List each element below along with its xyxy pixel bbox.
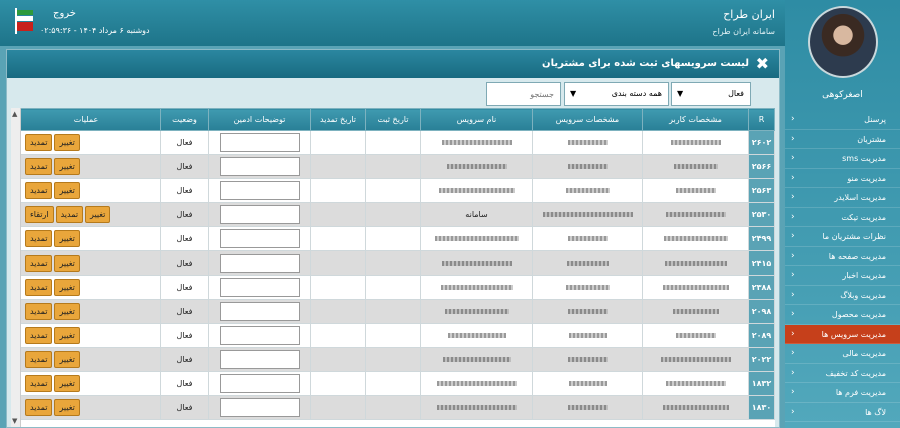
sidebar-item[interactable] [785, 286, 900, 306]
row-id: ۲۰۸۹ [749, 323, 775, 347]
user-info-cell [643, 396, 749, 420]
register-date-cell [366, 155, 421, 179]
service-info-cell [533, 396, 643, 420]
table-row [12, 179, 775, 203]
admin-notes-input[interactable] [220, 157, 300, 176]
chevron-left-icon: ‹ [791, 406, 795, 417]
table-row [12, 371, 775, 395]
chevron-left-icon: ‹ [791, 250, 795, 261]
service-name-redacted [442, 140, 512, 145]
admin-notes-cell [209, 323, 311, 347]
admin-notes-input[interactable] [220, 302, 300, 321]
status-text: فعال [176, 378, 193, 388]
change-button[interactable]: تغییر [54, 279, 79, 296]
user-info-redacted [663, 405, 729, 410]
service-info-redacted [569, 381, 607, 386]
service-info-cell [533, 275, 643, 299]
sidebar-item-label: مدیریت مالی [842, 349, 886, 358]
service-name-redacted [439, 188, 515, 193]
sidebar-item-label: مدیریت کد تخفیف [825, 368, 886, 378]
sidebar-item[interactable] [785, 266, 900, 286]
chevron-left-icon: ‹ [791, 387, 795, 397]
service-name-cell [421, 131, 533, 155]
operations-cell [12, 299, 161, 323]
renew-date-cell [311, 396, 366, 420]
sidebar-item[interactable] [785, 247, 900, 267]
status-cell [161, 131, 209, 155]
user-info-cell [643, 299, 749, 323]
table-row [12, 227, 775, 251]
services-panel [6, 49, 780, 428]
column-header: وضعیت [161, 109, 209, 131]
status-text: فعال [176, 186, 193, 196]
user-info-cell [643, 203, 749, 227]
table-row [12, 299, 775, 323]
table-row [12, 155, 775, 179]
chevron-down-icon: ▼ [677, 89, 684, 98]
chevron-left-icon: ‹ [791, 328, 795, 339]
brand-title: ایران طراح [723, 8, 775, 21]
service-name-cell [421, 203, 533, 227]
user-info-cell [643, 251, 749, 275]
row-id: ۲۶۰۲ [749, 131, 775, 155]
user-info-cell [643, 371, 749, 395]
service-name-redacted [445, 309, 509, 314]
admin-notes-input[interactable] [220, 181, 300, 200]
operations-cell [12, 251, 161, 275]
close-icon[interactable]: ✖ [755, 54, 769, 73]
sidebar-item[interactable] [785, 364, 900, 384]
table-row [12, 251, 775, 275]
service-info-redacted [568, 309, 608, 314]
row-id: ۲۵۶۶ [749, 155, 775, 179]
status-text: فعال [176, 354, 193, 364]
logout-link[interactable]: خروج [53, 8, 76, 19]
renew-button[interactable]: تمدید [25, 230, 52, 247]
table-header-row [12, 109, 775, 131]
renew-button[interactable]: تمدید [25, 158, 52, 175]
chevron-left-icon: ‹ [791, 211, 795, 222]
sidebar-menu [785, 110, 900, 422]
change-button[interactable]: تغییر [54, 255, 79, 272]
admin-notes-cell [209, 299, 311, 323]
register-date-cell [366, 227, 421, 251]
service-info-cell [533, 131, 643, 155]
sidebar-item-label: مدیریت منو [847, 173, 886, 183]
logo-icon [14, 6, 36, 36]
renew-date-cell [311, 227, 366, 251]
renew-button[interactable]: تمدید [25, 182, 52, 199]
table-row [12, 347, 775, 371]
column-header: نام سرویس [421, 109, 533, 131]
status-text: فعال [176, 282, 193, 292]
date-time: دوشنبه ۶ مرداد ۱۴۰۴ - ۰۲:۵۹:۳۶ [40, 26, 150, 35]
chevron-left-icon: ‹ [791, 192, 795, 202]
column-header: تاریخ ثبت [366, 109, 421, 131]
status-cell [161, 347, 209, 371]
panel-header [7, 50, 779, 78]
admin-notes-cell [209, 227, 311, 251]
user-info-redacted [664, 236, 728, 241]
service-name-redacted [442, 261, 512, 266]
renew-button[interactable]: تمدید [25, 375, 52, 392]
status-cell [161, 299, 209, 323]
sidebar-item[interactable] [785, 305, 900, 325]
register-date-cell [366, 203, 421, 227]
column-header: عملیات [12, 109, 161, 131]
renew-button[interactable]: تمدید [56, 206, 83, 223]
service-name-cell [421, 396, 533, 420]
service-info-cell [533, 155, 643, 179]
user-info-redacted [671, 140, 721, 145]
chevron-left-icon: ‹ [791, 153, 795, 163]
service-info-redacted [568, 405, 608, 410]
column-header: مشخصات سرویس [533, 109, 643, 131]
user-info-redacted [674, 164, 718, 169]
sidebar-item-label: مشتریان [857, 134, 886, 144]
operations-cell [12, 155, 161, 179]
sidebar-item-label: لاگ ها [865, 407, 886, 417]
user-info-cell [643, 131, 749, 155]
service-name: سامانه [465, 210, 488, 220]
status-cell [161, 396, 209, 420]
renew-date-cell [311, 251, 366, 275]
service-name-cell [421, 179, 533, 203]
service-info-redacted [568, 357, 608, 362]
admin-notes-input[interactable] [220, 326, 300, 345]
renew-button[interactable]: تمدید [25, 303, 52, 320]
renew-date-cell [311, 179, 366, 203]
register-date-cell [366, 131, 421, 155]
change-button[interactable]: تغییر [54, 134, 79, 151]
table-row [12, 275, 775, 299]
user-info-redacted [673, 309, 719, 314]
sidebar-item-label: مدیریت فرم ها [835, 388, 886, 397]
service-name-redacted [443, 357, 511, 362]
admin-notes-cell [209, 251, 311, 275]
chevron-left-icon: ‹ [791, 231, 795, 241]
service-info-redacted [543, 212, 633, 217]
renew-button[interactable]: تمدید [25, 327, 52, 344]
renew-date-cell [311, 371, 366, 395]
service-name-cell [421, 275, 533, 299]
column-header: مشخصات کاربر [643, 109, 749, 131]
service-info-cell [533, 347, 643, 371]
upgrade-button[interactable]: ارتقاء [25, 206, 54, 223]
register-date-cell [366, 275, 421, 299]
admin-notes-cell [209, 155, 311, 179]
row-id: ۱۸۳۰ [749, 396, 775, 420]
sidebar-item[interactable] [785, 208, 900, 228]
status-text: فعال [176, 258, 193, 268]
chevron-left-icon: ‹ [791, 270, 795, 280]
admin-notes-cell [209, 371, 311, 395]
service-info-cell [533, 251, 643, 275]
change-button[interactable]: تغییر [85, 206, 110, 223]
register-date-cell [366, 323, 421, 347]
user-info-cell [643, 347, 749, 371]
service-name-cell [421, 251, 533, 275]
admin-notes-input[interactable] [220, 374, 300, 393]
operations-cell [12, 203, 161, 227]
register-date-cell [366, 299, 421, 323]
sidebar-item[interactable] [785, 130, 900, 150]
services-table [11, 108, 775, 420]
panel-title: لیست سرویسهای ثبت شده برای مشتریان [542, 58, 749, 69]
change-button[interactable]: تغییر [54, 375, 79, 392]
user-info-cell [643, 275, 749, 299]
user-info-redacted [676, 333, 716, 338]
operations-cell [12, 347, 161, 371]
service-name-cell [421, 227, 533, 251]
sidebar-item[interactable] [785, 169, 900, 189]
chevron-left-icon: ‹ [791, 172, 795, 183]
service-info-cell [533, 299, 643, 323]
renew-date-cell [311, 131, 366, 155]
sidebar-item[interactable] [785, 149, 900, 169]
sidebar-item[interactable] [785, 383, 900, 403]
sidebar-item-label: مدیریت اخبار [842, 271, 886, 280]
user-info-redacted [665, 261, 727, 266]
admin-notes-input[interactable] [220, 205, 300, 224]
register-date-cell [366, 371, 421, 395]
change-button[interactable]: تغییر [54, 351, 79, 368]
renew-date-cell [311, 155, 366, 179]
chevron-left-icon: ‹ [791, 114, 795, 124]
category-filter[interactable] [564, 82, 669, 106]
register-date-cell [366, 251, 421, 275]
admin-notes-cell [209, 347, 311, 371]
renew-button[interactable]: تمدید [25, 279, 52, 296]
sidebar-item-label: مدیریت سرویس ها [821, 329, 886, 339]
renew-date-cell [311, 323, 366, 347]
table-row [12, 203, 775, 227]
service-name-cell [421, 155, 533, 179]
column-header: تاریخ تمدید [311, 109, 366, 131]
status-cell [161, 203, 209, 227]
service-name-cell [421, 347, 533, 371]
category-filter-value: همه دسته بندی [611, 89, 662, 98]
status-text: فعال [176, 306, 193, 316]
username: اصغرکوهی [822, 90, 863, 100]
user-info-redacted [666, 212, 726, 217]
service-info-redacted [568, 164, 608, 169]
user-info-cell [643, 179, 749, 203]
avatar [808, 6, 878, 78]
user-info-cell [643, 227, 749, 251]
service-name-redacted [435, 236, 519, 241]
change-button[interactable]: تغییر [54, 230, 79, 247]
operations-cell [12, 396, 161, 420]
column-header: توضیحات ادمین [209, 109, 311, 131]
service-name-redacted [441, 285, 513, 290]
sidebar-item[interactable] [785, 344, 900, 364]
service-info-cell [533, 203, 643, 227]
admin-notes-cell [209, 396, 311, 420]
sidebar [785, 0, 900, 428]
renew-button[interactable]: تمدید [25, 134, 52, 151]
operations-cell [12, 227, 161, 251]
scroll-down-icon[interactable]: ▼ [12, 417, 18, 425]
service-info-cell [533, 227, 643, 251]
chevron-left-icon: ‹ [791, 367, 795, 378]
admin-notes-input[interactable] [220, 229, 300, 248]
user-info-redacted [666, 381, 726, 386]
service-info-cell [533, 179, 643, 203]
renew-button[interactable]: تمدید [25, 351, 52, 368]
service-info-redacted [567, 261, 609, 266]
sidebar-item-label: مدیریت تیکت [841, 212, 886, 222]
register-date-cell [366, 179, 421, 203]
row-id: ۲۴۱۵ [749, 251, 775, 275]
top-header [0, 0, 785, 46]
sidebar-item-label: مدیریت اسلایدر [834, 193, 886, 202]
status-text: فعال [176, 138, 193, 148]
sidebar-item[interactable] [785, 403, 900, 423]
user-info-cell [643, 323, 749, 347]
admin-notes-cell [209, 275, 311, 299]
table-row [12, 323, 775, 347]
user-info-redacted [676, 188, 716, 193]
scrollbar[interactable] [11, 108, 21, 427]
sidebar-item-label: پرسنل [864, 115, 886, 124]
renew-button[interactable]: تمدید [25, 399, 52, 416]
chevron-down-icon: ▼ [570, 89, 577, 98]
user-info-redacted [663, 285, 729, 290]
admin-notes-input[interactable] [220, 398, 300, 417]
change-button[interactable]: تغییر [54, 158, 79, 175]
renew-date-cell [311, 347, 366, 371]
status-text: فعال [176, 234, 193, 244]
sidebar-item-label: مدیریت محصول [831, 310, 886, 319]
status-text: فعال [176, 403, 193, 413]
sidebar-item[interactable] [785, 227, 900, 247]
service-name-redacted [437, 405, 517, 410]
change-button[interactable]: تغییر [54, 303, 79, 320]
chevron-left-icon: ‹ [791, 309, 795, 319]
user-info-cell [643, 155, 749, 179]
status-cell [161, 227, 209, 251]
row-id: ۲۰۲۲ [749, 347, 775, 371]
status-cell [161, 155, 209, 179]
admin-notes-input[interactable] [220, 133, 300, 152]
service-name-cell [421, 299, 533, 323]
register-date-cell [366, 396, 421, 420]
admin-notes-cell [209, 179, 311, 203]
row-id: ۲۵۶۳ [749, 179, 775, 203]
renew-date-cell [311, 299, 366, 323]
operations-cell [12, 323, 161, 347]
status-cell [161, 275, 209, 299]
service-name-cell [421, 371, 533, 395]
search-input[interactable] [486, 82, 561, 106]
admin-notes-input[interactable] [220, 350, 300, 369]
service-name-cell [421, 323, 533, 347]
operations-cell [12, 275, 161, 299]
sidebar-item[interactable] [785, 110, 900, 130]
service-info-cell [533, 371, 643, 395]
chevron-left-icon: ‹ [791, 348, 795, 358]
service-info-redacted [566, 188, 610, 193]
brand-subtitle: سامانه ایران طراح [712, 27, 775, 36]
table-row [12, 396, 775, 420]
row-id: ۲۳۸۸ [749, 275, 775, 299]
status-text: فعال [176, 162, 193, 172]
sidebar-item[interactable] [785, 325, 900, 345]
service-info-cell [533, 323, 643, 347]
sidebar-item-label: نظرات مشتریان ما [822, 232, 886, 241]
operations-cell [12, 371, 161, 395]
status-filter-value: فعال [728, 89, 744, 98]
status-cell [161, 371, 209, 395]
user-info-redacted [661, 357, 731, 362]
service-info-redacted [569, 333, 607, 338]
operations-cell [12, 131, 161, 155]
service-name-redacted [447, 164, 507, 169]
row-id: ۲۵۳۰ [749, 203, 775, 227]
status-text: فعال [176, 210, 193, 220]
status-cell [161, 179, 209, 203]
sidebar-item-label: مدیریت وبلاگ [840, 290, 886, 300]
change-button[interactable]: تغییر [54, 327, 79, 344]
service-info-redacted [566, 285, 610, 290]
register-date-cell [366, 347, 421, 371]
table-row [12, 131, 775, 155]
operations-cell [12, 179, 161, 203]
renew-button[interactable]: تمدید [25, 255, 52, 272]
service-name-redacted [437, 381, 517, 386]
row-id: ۱۸۳۲ [749, 371, 775, 395]
column-header: R [749, 109, 775, 131]
sidebar-item[interactable] [785, 188, 900, 208]
renew-date-cell [311, 203, 366, 227]
row-id: ۲۰۹۸ [749, 299, 775, 323]
chevron-left-icon: ‹ [791, 289, 795, 300]
admin-notes-input[interactable] [220, 254, 300, 273]
change-button[interactable]: تغییر [54, 182, 79, 199]
sidebar-item-label: مدیریت صفحه ها [828, 251, 886, 261]
chevron-left-icon: ‹ [791, 133, 795, 144]
status-text: فعال [176, 330, 193, 340]
admin-notes-cell [209, 131, 311, 155]
admin-notes-cell [209, 203, 311, 227]
renew-date-cell [311, 275, 366, 299]
admin-notes-input[interactable] [220, 278, 300, 297]
service-info-redacted [568, 236, 608, 241]
status-cell [161, 323, 209, 347]
scroll-up-icon[interactable]: ▲ [12, 110, 18, 118]
service-name-redacted [448, 333, 506, 338]
status-cell [161, 251, 209, 275]
change-button[interactable]: تغییر [54, 399, 79, 416]
status-filter[interactable] [671, 82, 751, 106]
sidebar-item-label: مدیریت sms [842, 154, 886, 163]
service-info-redacted [568, 140, 608, 145]
services-table-container [11, 108, 775, 427]
row-id: ۲۴۹۹ [749, 227, 775, 251]
